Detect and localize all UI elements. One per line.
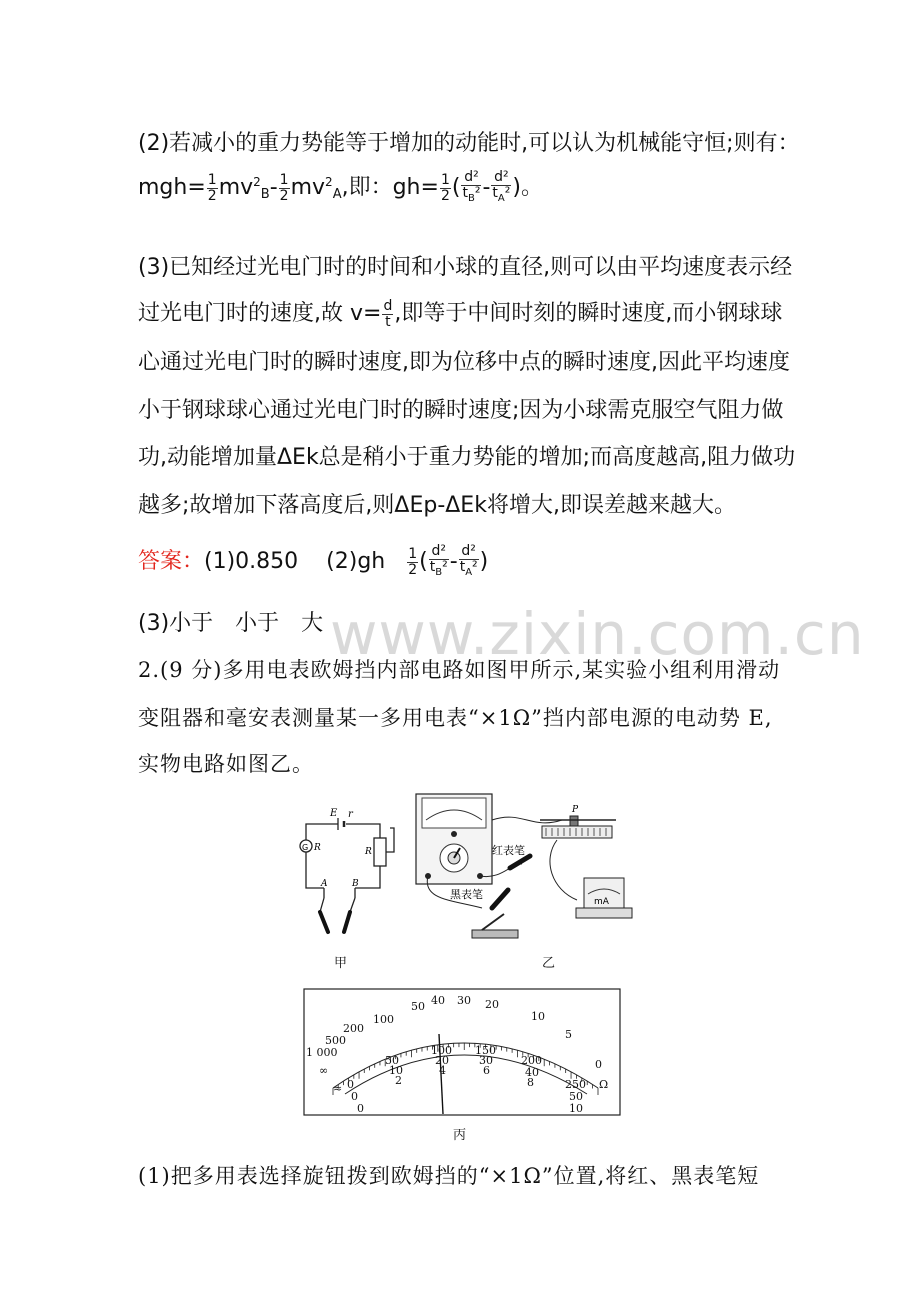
inner1-label-50: 50 (569, 1090, 583, 1103)
solution-part3-line5: 功,动能增加量ΔEk总是稍小于重力势能的增加;而高度越高,阻力做功 (138, 445, 796, 470)
mid-label-0: 0 (347, 1078, 354, 1091)
label-A: A (321, 879, 328, 889)
question2-line1: 2.(9 分)多用电表欧姆挡内部电路如图甲所示,某实验小组利用滑动 (138, 658, 781, 682)
solution-part2-intro: (2)若减小的重力势能等于增加的动能时,可以认为机械能守恒;则有： (138, 131, 800, 156)
caption-jia: 甲 (334, 956, 348, 971)
fraction-half: $\frac{1}{2}$ (279, 171, 289, 204)
fraction-d2-tB2: $\frac{\text{d²}}{t_B^2}$ (429, 543, 448, 578)
solution-part3-line3: 心通过光电门时的瞬时速度,即为位移中点的瞬时速度,因此平均速度 (138, 350, 790, 375)
formula-mv: mv (218, 175, 254, 200)
solution-part3-line6: 越多;故增加下落高度后,则ΔEp-ΔEk将增大,即误差越来越大。 (138, 493, 736, 518)
ohm-label-5: 5 (565, 1028, 572, 1041)
mid-label-50: 50 (385, 1054, 399, 1067)
answer-part2: (2)gh (326, 549, 386, 574)
physical-circuit-yi (412, 790, 637, 950)
label-mA: mA (594, 897, 609, 907)
watermark: www.zixin.com.cn (330, 600, 865, 668)
inner1-label-0: 0 (351, 1090, 358, 1103)
label-Rg: R (314, 843, 321, 853)
mid-label-200: 200 (521, 1054, 542, 1067)
ohm-label-10: 10 (531, 1010, 545, 1023)
fraction-d-t: $\frac{d}{t}$ (383, 297, 393, 330)
inner1-label-20: 20 (435, 1054, 449, 1067)
inner1-label-10: 10 (389, 1064, 403, 1077)
circuit-diagram-jia (290, 800, 400, 945)
fraction-d2-tA2: $\frac{\text{d²}}{t_A^2}$ (459, 543, 478, 578)
formula-end: )。 (512, 175, 543, 200)
velocity-formula: 过光电门时的速度,故 v= (138, 301, 382, 326)
label-black-probe: 黑表笔 (450, 888, 483, 901)
answer-line: 答案：(1)0.850 (2)gh $\frac{1}{2}$ ( $\frac{\text{d²}}{t_B^2}$ - $\frac{\text{d²}}{t_A^2}$ ) (138, 543, 489, 578)
inner2-label-8: 8 (527, 1076, 534, 1089)
fraction-d2-tB2: $\frac{\text{d²}}{t_B^2}$ (462, 169, 481, 204)
answer-part3: (3)小于 小于 大 (138, 611, 324, 636)
formula-mgh: mgh= (138, 175, 206, 200)
inner2-label-0: 0 (357, 1102, 364, 1115)
ac-symbol: ≈ (333, 1082, 343, 1095)
label-B: B (352, 879, 359, 889)
caption-bing: 丙 (453, 1128, 467, 1143)
caption-yi: 乙 (542, 956, 556, 971)
ohm-label-1000: 1 000 (306, 1046, 338, 1059)
ohm-label-200: 200 (343, 1022, 364, 1035)
ohm-label-0: 0 (595, 1058, 602, 1071)
label-r: r (348, 809, 353, 820)
fraction-half: $\frac{1}{2}$ (440, 171, 450, 204)
question2-line2: 变阻器和毫安表测量某一多用电表“×1Ω”挡内部电源的电动势 E, (138, 706, 773, 730)
velocity-text: ,即等于中间时刻的瞬时速度,而小钢球球 (394, 301, 783, 326)
label-E: E (330, 808, 338, 819)
answer-part1: (1)0.850 (204, 549, 299, 574)
inner1-label-30: 30 (479, 1054, 493, 1067)
answer-label: 答案： (138, 549, 205, 574)
solution-part2-formula: mgh= $\frac{1}{2}$ $mv^2_B-$ $\frac{1}{2}$ $mv^2_A$,即：gh= $\frac{1}{2}$ ( $\frac{\text{d²}}{t_B^2}$ - $\frac{\text{d²}}{t_A^2}$ )。 (138, 169, 543, 204)
label-red-probe: 红表笔 (492, 844, 525, 857)
label-P: P (572, 805, 579, 815)
ohm-label-500: 500 (325, 1034, 346, 1047)
fraction-half: $\frac{1}{2}$ (408, 545, 418, 578)
mid-label-250: 250 (565, 1078, 586, 1091)
label-G: G (302, 843, 309, 852)
inner2-label-10: 10 (569, 1102, 583, 1115)
inner2-label-2: 2 (395, 1074, 402, 1087)
ohm-label-50: 50 (411, 1000, 425, 1013)
solution-part3-line4: 小于钢球球心通过光电门时的瞬时速度;因为小球需克服空气阻力做 (138, 398, 784, 423)
ohm-label-40: 40 (431, 994, 445, 1007)
question2-sub1: (1)把多用表选择旋钮拨到欧姆挡的“×1Ω”位置,将红、黑表笔短 (138, 1164, 760, 1188)
formula-mv: mv (290, 175, 326, 200)
question2-line3: 实物电路如图乙。 (138, 752, 314, 776)
solution-part3-line2 (138, 296, 782, 330)
inner1-label-40: 40 (525, 1066, 539, 1079)
ohm-symbol: Ω (599, 1078, 609, 1091)
ohm-label-20: 20 (485, 998, 499, 1011)
meter-scale-bing (303, 988, 621, 1118)
ohm-label-100: 100 (373, 1013, 394, 1026)
inner2-label-4: 4 (439, 1064, 446, 1077)
fraction-d2-tA2: $\frac{\text{d²}}{t_A^2}$ (492, 169, 511, 204)
mid-label-150: 150 (475, 1044, 496, 1057)
infinity-symbol: ∞ (319, 1064, 329, 1077)
label-R: R (365, 847, 372, 857)
solution-part3-line1: (3)已知经过光电门时的时间和小球的直径,则可以由平均速度表示经 (138, 255, 793, 280)
formula-gh: ,即：gh= (341, 175, 439, 200)
mid-label-100: 100 (431, 1044, 452, 1057)
ohm-label-30: 30 (457, 994, 471, 1007)
fraction-half: $\frac{1}{2}$ (207, 171, 217, 204)
inner2-label-6: 6 (483, 1064, 490, 1077)
